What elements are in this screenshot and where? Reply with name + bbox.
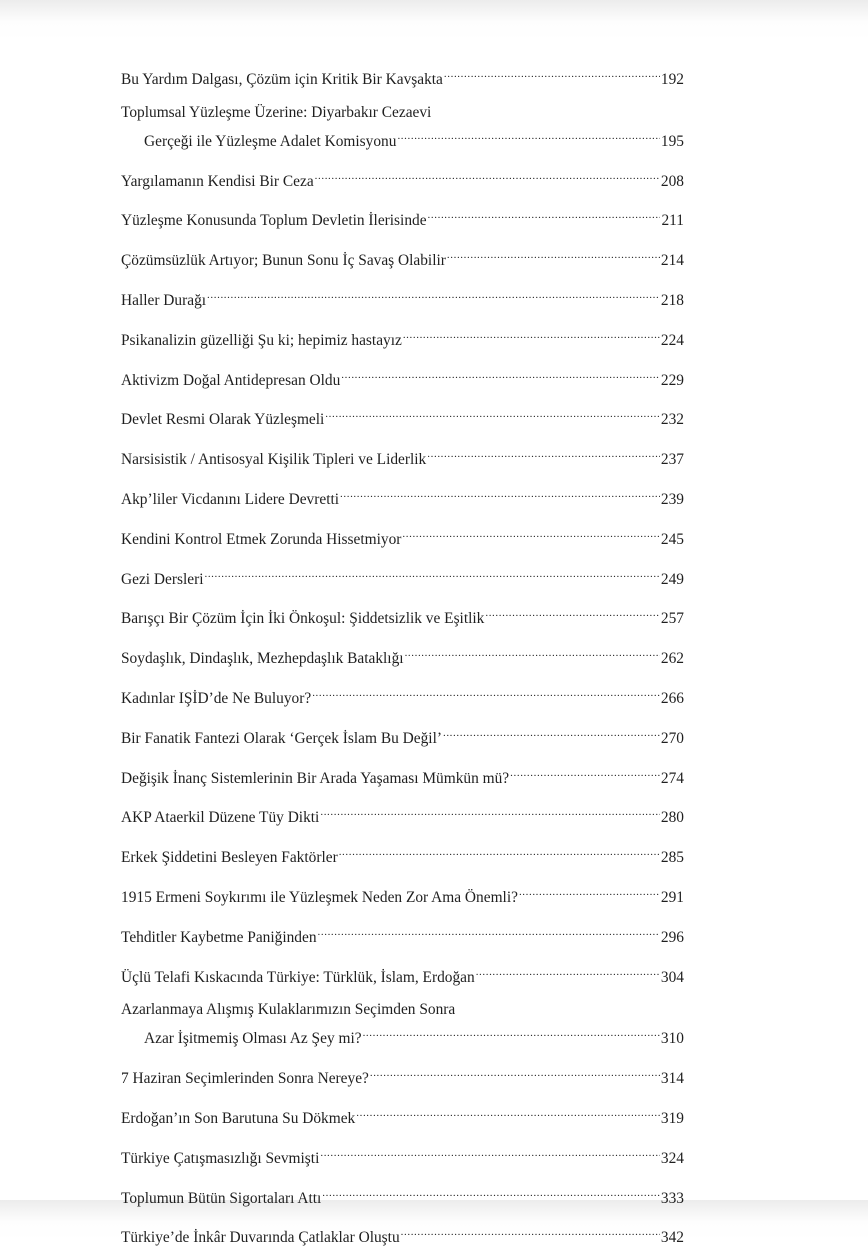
toc-entry-title: 7 Haziran Seçimlerinden Sonra Nereye?	[121, 1070, 369, 1088]
toc-page-number: 296	[660, 928, 684, 946]
toc-page-number: 257	[660, 610, 684, 628]
toc-entry-title: Yüzleşme Konusunda Toplum Devletin İlerisinde	[121, 212, 427, 230]
toc-page-number: 319	[660, 1109, 684, 1127]
toc-entry	[0, 243, 684, 272]
toc-page-number: 214	[660, 252, 684, 270]
toc-leader-line	[121, 243, 684, 272]
toc-leader-line	[121, 1141, 684, 1170]
toc-entry	[0, 522, 684, 551]
dot-leader	[204, 562, 659, 584]
toc-entry-title: Soydaşlık, Dindaşlık, Mezhepdaşlık Bataklığı	[121, 650, 404, 668]
toc-leader-line	[121, 641, 684, 670]
toc-entry-title: Akp’liler Vicdanını Lidere Devretti	[121, 490, 340, 508]
toc-entry-title: Aktivizm Doğal Antidepresan Oldu	[121, 371, 341, 389]
toc-page-number: 304	[660, 968, 684, 986]
toc-entry-title: 1915 Ermeni Soykırımı ile Yüzleşmek Neden Zor Ama Önemli?	[121, 888, 518, 906]
toc-entry-title: Psikanalizin güzelliği Şu ki; hepimiz hastayız	[121, 331, 402, 349]
toc-leader-line	[121, 761, 684, 790]
dot-leader	[519, 880, 660, 902]
toc-leader-line	[121, 283, 684, 312]
toc-leader-line	[121, 721, 684, 750]
toc-entry-title: Bir Fanatik Fantezi Olarak ‘Gerçek İslam Bu Değil’	[121, 729, 442, 747]
toc-page-number: 211	[661, 212, 684, 230]
toc-entry-title: Yargılamanın Kendisi Bir Ceza	[121, 172, 314, 190]
toc-page-number: 239	[660, 490, 684, 508]
toc-entry	[0, 442, 684, 471]
dot-leader	[341, 363, 660, 385]
dot-leader	[428, 203, 661, 225]
toc-entry-title: Narsisistik / Antisosyal Kişilik Tipleri ve Liderlik	[121, 451, 427, 469]
dot-leader	[207, 283, 660, 305]
toc-entry	[0, 880, 684, 909]
toc-page-number: 270	[660, 729, 684, 747]
dot-leader	[370, 1061, 660, 1083]
toc-entry	[0, 203, 684, 232]
dot-leader	[443, 721, 660, 743]
toc-leader-line	[121, 1101, 684, 1130]
toc-entry-title: AKP Ataerkil Düzene Tüy Dikti	[121, 809, 320, 827]
toc-leader-line	[121, 1181, 684, 1210]
toc-entry-title: Toplumun Bütün Sigortaları Attı	[121, 1189, 322, 1207]
toc-entry-title: Haller Durağı	[121, 291, 207, 309]
toc-page-number: 285	[660, 849, 684, 867]
toc-entry-title: Bu Yardım Dalgası, Çözüm için Kritik Bir Kavşakta	[121, 71, 443, 88]
dot-leader	[318, 920, 660, 942]
toc-leader-line	[121, 323, 684, 352]
toc-leader-line	[121, 1021, 684, 1050]
toc-leader-line	[121, 681, 684, 710]
dot-leader	[447, 243, 660, 265]
toc-page-number: 245	[660, 530, 684, 548]
toc-leader-line	[121, 402, 684, 431]
toc-entry	[0, 960, 684, 989]
toc-entry	[0, 920, 684, 949]
dot-leader	[320, 800, 660, 822]
toc-entry-title-line1: Toplumsal Yüzleşme Üzerine: Diyarbakır Cezaevi	[121, 103, 432, 121]
toc-entry	[0, 482, 684, 511]
toc-entry-title: Kadınlar IŞİD’de Ne Buluyor?	[121, 689, 312, 707]
toc-entry	[0, 402, 684, 431]
dot-leader	[356, 1101, 660, 1123]
toc-page-number: 266	[660, 689, 684, 707]
toc-entry	[0, 681, 684, 710]
dot-leader	[476, 960, 660, 982]
toc-leader-line	[121, 522, 684, 551]
toc-entry-title: Gerçeği ile Yüzleşme Adalet Komisyonu	[144, 132, 397, 150]
toc-leader-line	[121, 482, 684, 511]
toc-entry-title: Üçlü Telafi Kıskacında Türkiye: Türklük, İslam, Erdoğan	[121, 968, 475, 986]
toc-page-number: 314	[660, 1070, 684, 1088]
toc-page-number: 262	[660, 650, 684, 668]
toc-entry-title: Barışçı Bir Çözüm İçin İki Önkoşul: Şiddetsizlik ve Eşitlik	[121, 610, 485, 628]
toc-entry	[0, 1181, 684, 1210]
toc-entry	[0, 363, 684, 392]
toc-page-number: 208	[660, 172, 684, 190]
toc-entry-title: Türkiye’de İnkâr Duvarında Çatlaklar Oluştu	[121, 1229, 400, 1247]
toc-page-number: 291	[660, 888, 684, 906]
toc-leader-line	[121, 363, 684, 392]
toc-page-number: 218	[660, 291, 684, 309]
toc-page-number: 237	[660, 451, 684, 469]
toc-page-number: 342	[660, 1229, 684, 1247]
toc-entry-title: Erdoğan’ın Son Barutuna Su Dökmek	[121, 1109, 356, 1127]
toc-leader-line	[121, 62, 684, 91]
dot-leader	[444, 62, 660, 84]
toc-leader-line	[121, 880, 684, 909]
toc-entry	[0, 761, 684, 790]
toc-leader-line	[121, 164, 684, 193]
dot-leader	[325, 402, 660, 424]
toc-page-number: 229	[660, 371, 684, 389]
toc-entry	[0, 164, 684, 193]
toc-entry	[0, 840, 684, 869]
toc-leader-line	[121, 920, 684, 949]
toc-page-number: 333	[660, 1189, 684, 1207]
toc-entry	[0, 641, 684, 670]
toc-entry	[0, 562, 684, 591]
toc-page-number: 274	[660, 769, 684, 787]
toc-leader-line	[121, 442, 684, 471]
toc-page-number: 324	[660, 1149, 684, 1167]
toc-entry	[0, 999, 684, 1050]
toc-leader-line	[121, 960, 684, 989]
toc-leader-line	[121, 1220, 684, 1249]
dot-leader	[485, 601, 660, 623]
dot-leader	[315, 164, 660, 186]
toc-entry	[0, 601, 684, 630]
dot-leader	[403, 323, 660, 345]
toc-entry	[0, 102, 684, 153]
toc-entry-title: Değişik İnanç Sistemlerinin Bir Arada Yaşaması Mümkün mü?	[121, 769, 510, 787]
toc-entry-title: Azar İşitmemiş Olması Az Şey mi?	[144, 1030, 362, 1048]
toc-leader-line	[121, 203, 684, 232]
dot-leader	[339, 840, 660, 862]
dot-leader	[402, 522, 660, 544]
dot-leader	[401, 1220, 660, 1242]
toc-entry-title: Çözümsüzlük Artıyor; Bunun Sonu İç Savaş Olabilir	[121, 252, 446, 270]
toc-leader-line	[121, 1061, 684, 1090]
toc-page-number: 195	[660, 132, 684, 150]
dot-leader	[510, 761, 660, 783]
toc-entry	[0, 1220, 684, 1249]
toc-entry	[0, 323, 684, 352]
toc-leader-line	[121, 601, 684, 630]
dot-leader	[427, 442, 660, 464]
toc-page-number: 249	[660, 570, 684, 588]
toc-entry	[0, 721, 684, 750]
toc-entry-title: Türkiye Çatışmasızlığı Sevmişti	[121, 1149, 320, 1167]
toc-entry	[0, 1141, 684, 1170]
toc-entry-title: Kendini Kontrol Etmek Zorunda Hissetmiyor	[121, 530, 402, 548]
toc-entry-title: Devlet Resmi Olarak Yüzleşmeli	[121, 411, 325, 429]
toc-entry	[0, 1101, 684, 1130]
toc-page-number: 224	[660, 331, 684, 349]
dot-leader	[322, 1181, 660, 1203]
toc-leader-line	[121, 800, 684, 829]
dot-leader	[340, 482, 660, 504]
toc-entry-title-line1: Azarlanmaya Alışmış Kulaklarımızın Seçimden Sonra	[121, 1001, 456, 1019]
toc-entry	[0, 800, 684, 829]
toc-leader-line	[121, 562, 684, 591]
toc-entry	[0, 62, 684, 91]
toc-leader-line	[121, 840, 684, 869]
toc-leader-line	[121, 124, 684, 153]
toc-entry-title: Erkek Şiddetini Besleyen Faktörler	[121, 849, 338, 867]
toc-entry-title: Gezi Dersleri	[121, 570, 204, 588]
toc-entry	[0, 1061, 684, 1090]
dot-leader	[397, 124, 659, 146]
dot-leader	[312, 681, 660, 703]
dot-leader	[363, 1021, 660, 1043]
toc-entry	[0, 283, 684, 312]
toc-entry-title: Tehditler Kaybetme Paniğinden	[121, 928, 317, 946]
toc-page-number: 310	[660, 1030, 684, 1048]
dot-leader	[320, 1141, 660, 1163]
table-of-contents	[0, 62, 868, 1260]
dot-leader	[405, 641, 660, 663]
toc-page-number: 192	[660, 71, 684, 88]
toc-page-number: 232	[660, 411, 684, 429]
toc-page-number: 280	[660, 809, 684, 827]
